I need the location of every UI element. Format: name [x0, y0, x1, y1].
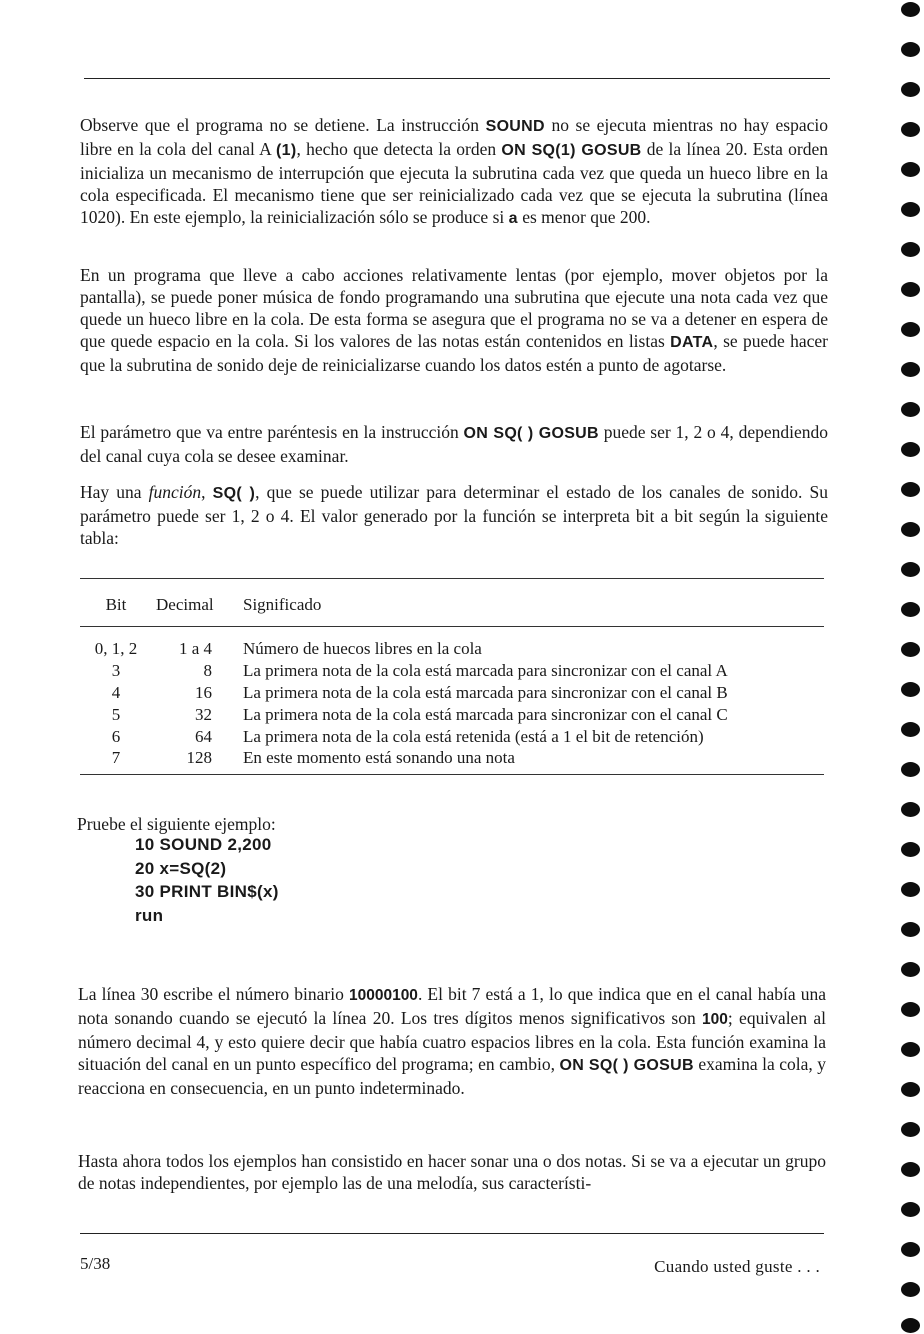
perforation-hole	[901, 1318, 920, 1333]
header-decimal: Decimal	[156, 595, 214, 614]
perforation-hole	[901, 682, 920, 697]
perforation-hole	[901, 82, 920, 97]
perforation-hole	[901, 122, 920, 137]
code-line: 10 SOUND 2,200	[135, 835, 272, 854]
cell-bit: 3	[111, 661, 121, 680]
keyword: ON SQ( ) GOSUB	[559, 1057, 694, 1074]
perforation-strip	[893, 0, 924, 1334]
cell-decimal: 32	[195, 705, 212, 724]
perforation-hole	[901, 442, 920, 457]
table-top-rule	[80, 578, 824, 579]
keyword: SOUND	[485, 118, 545, 135]
keyword: SQ( )	[212, 485, 256, 502]
table-header-rule	[80, 626, 824, 627]
cell-meaning: En este momento está sonando una nota	[243, 748, 515, 767]
text: , que se puede utilizar para determinar el estado de los canales de sonido. Su parámetro puede ser 1, 2 o 4. El valor generado por la función se interpreta bit a bit según la siguiente tabla:	[80, 482, 829, 548]
keyword: ON SQ( ) GOSUB	[463, 425, 599, 442]
perforation-hole	[901, 1122, 920, 1137]
perforation-hole	[901, 1002, 920, 1017]
table-row	[80, 660, 824, 681]
paragraph-4	[80, 481, 828, 549]
code-listing	[135, 833, 279, 927]
text: El parámetro que va entre paréntesis en la instrucción	[80, 422, 464, 442]
perforation-hole	[901, 482, 920, 497]
perforation-hole	[901, 362, 920, 377]
perforation-hole	[901, 1242, 920, 1257]
text: Hay una	[80, 482, 149, 502]
table-row	[80, 682, 824, 703]
text: de la línea 20. Esta orden inicializa un mecanismo de interrupción que ejecuta la subrutina cada vez que queda un hueco libre en la cola especificada. El mecanismo tiene que ser reinicializado cada vez que se ejecuta la subrutina (línea 1020). En este ejemplo, la reinicialización sólo se produce si	[80, 139, 828, 227]
code-line: 20 x=SQ(2)	[135, 858, 227, 878]
paragraph-3	[80, 421, 828, 467]
cell-decimal: 8	[203, 661, 212, 680]
perforation-hole	[901, 562, 920, 577]
perforation-hole	[901, 42, 920, 57]
perforation-hole	[901, 162, 920, 177]
perforation-hole	[901, 642, 920, 657]
text: ,	[201, 482, 213, 502]
keyword: a	[508, 210, 518, 227]
code-line: 30 PRINT BIN$(x)	[135, 882, 279, 901]
cell-bit: 7	[111, 748, 121, 767]
running-title: Cuando usted guste . . .	[654, 1257, 820, 1276]
table-bottom-rule	[80, 774, 824, 775]
perforation-hole	[901, 602, 920, 617]
text: Hasta ahora todos los ejemplos han consistido en hacer sonar una o dos notas. Si se va a ejecutar un grupo de notas independientes, por ejemplo las de una melodía, sus característi-	[78, 1151, 826, 1193]
text: La línea 30 escribe el número binario	[78, 984, 349, 1004]
table-row	[80, 747, 824, 768]
text: puede ser 1, 2 o 4, dependiendo del canal cuya cola se desee examinar.	[80, 422, 828, 466]
cell-meaning: La primera nota de la cola está marcada para sincronizar con el canal C	[243, 705, 728, 724]
keyword: ON SQ(1) GOSUB	[501, 142, 642, 159]
text: ; equivalen al número decimal 4, y esto quiere decir que había cuatro espacios libres en la cola. Esta función examina la situación del canal en un punto específico del programa; en cambio,	[78, 1008, 826, 1074]
perforation-hole	[901, 962, 920, 977]
text: es menor que 200.	[517, 207, 651, 227]
perforation-hole	[901, 242, 920, 257]
header-meaning: Significado	[243, 595, 322, 614]
keyword: DATA	[670, 334, 714, 351]
cell-decimal: 16	[195, 683, 212, 702]
cell-meaning: Número de huecos libres en la cola	[243, 639, 482, 658]
page-number: 5/38	[80, 1254, 111, 1273]
perforation-hole	[901, 2, 920, 17]
text: En un programa que lleve a cabo acciones relativamente lentas (por ejemplo, mover objetos por la pantalla), se puede poner música de fondo programando una subrutina que ejecute una nota cada vez que quede un hueco libre en la cola. De esta forma se asegura que el programa no se va a detener en espera de que quede espacio en la cola. Si los valores de las notas están contenidos en listas	[80, 265, 828, 351]
text: , se puede hacer que la subrutina de sonido deje de reinicializarse cuando los datos estén a punto de agotarse.	[80, 331, 828, 375]
keyword: 100	[702, 1011, 728, 1028]
perforation-hole	[901, 522, 920, 537]
perforation-hole	[901, 322, 920, 337]
perforation-hole	[901, 762, 920, 777]
cell-meaning: La primera nota de la cola está retenida (está a 1 el bit de retención)	[243, 727, 704, 746]
text: Observe que el programa no se detiene. La instrucción	[80, 115, 486, 135]
paragraph-5	[77, 813, 825, 835]
perforation-hole	[901, 402, 920, 417]
text: . El bit 7 está a 1, lo que indica que en el canal había una nota sonando cuando se ejecutó la línea 20. Los tres dígitos menos significativos son	[78, 984, 826, 1028]
table-header-row	[80, 594, 824, 615]
cell-meaning: La primera nota de la cola está marcada para sincronizar con el canal A	[243, 661, 728, 680]
cell-bit: 0, 1, 2	[94, 639, 138, 658]
cell-decimal: 64	[195, 727, 212, 746]
perforation-hole	[901, 1082, 920, 1097]
perforation-hole	[901, 202, 920, 217]
table-row	[80, 726, 824, 747]
keyword: 10000100	[348, 987, 418, 1004]
perforation-hole	[901, 1282, 920, 1297]
table-row	[80, 638, 824, 659]
cell-meaning: La primera nota de la cola está marcada para sincronizar con el canal B	[243, 683, 728, 702]
paragraph-2	[80, 264, 828, 376]
code-line: run	[135, 905, 164, 925]
cell-bit: 5	[111, 705, 121, 724]
text: no se ejecuta mientras no hay espacio libre en la cola del canal A	[80, 115, 828, 159]
cell-decimal: 128	[186, 748, 212, 767]
perforation-hole	[901, 722, 920, 737]
perforation-hole	[901, 842, 920, 857]
text: Pruebe el siguiente ejemplo:	[77, 814, 276, 834]
keyword: (1)	[276, 142, 297, 159]
perforation-hole	[901, 1202, 920, 1217]
header-bit: Bit	[105, 595, 127, 614]
perforation-hole	[901, 1162, 920, 1177]
paragraph-1	[80, 114, 828, 230]
text: examina la cola, y reacciona en consecuencia, en un punto indeterminado.	[78, 1054, 826, 1098]
perforation-hole	[901, 882, 920, 897]
top-rule	[84, 78, 830, 79]
cell-bit: 4	[111, 683, 121, 702]
cell-bit: 6	[111, 727, 121, 746]
perforation-hole	[901, 282, 920, 297]
italic-term: función	[148, 482, 202, 502]
table-row	[80, 704, 824, 725]
perforation-hole	[901, 1042, 920, 1057]
paragraph-7	[78, 1150, 826, 1194]
bottom-rule	[80, 1233, 824, 1234]
perforation-hole	[901, 922, 920, 937]
paragraph-6	[78, 983, 826, 1099]
cell-decimal: 1 a 4	[178, 639, 212, 658]
text: , hecho que detecta la orden	[296, 139, 502, 159]
perforation-hole	[901, 802, 920, 817]
